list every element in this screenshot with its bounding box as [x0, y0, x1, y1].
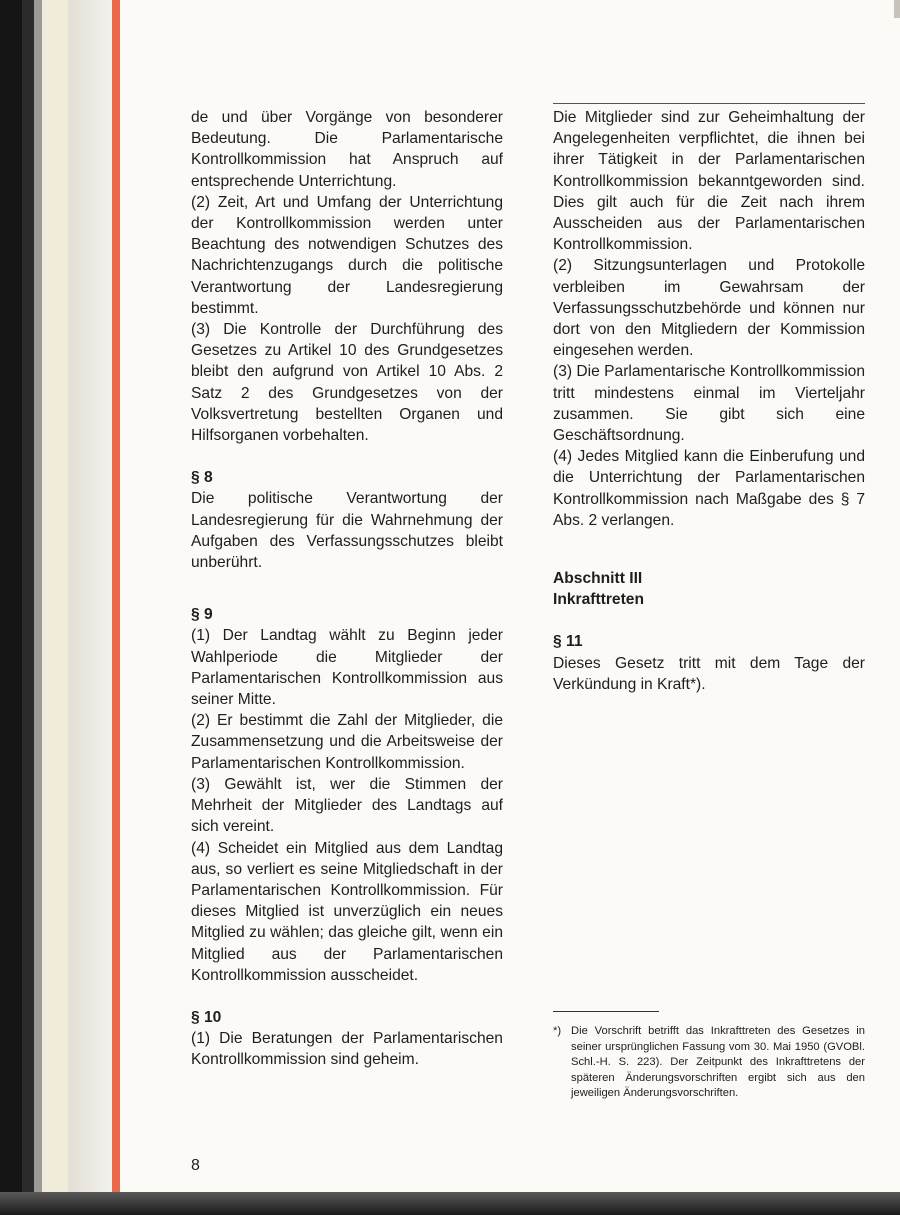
- section-heading-11: § 11: [553, 633, 583, 651]
- scan-edge-black: [0, 0, 22, 1215]
- scan-edge-cream: [42, 0, 68, 1215]
- right-paragraph: (2) Sitzungsunterlagen und Protokolle verbleiben im Gewahrsam der Verfassungsschutzbehörde und können nur dort von den Mitgliedern der Kommission eingesehen werden.: [553, 257, 865, 360]
- right-column: [553, 107, 865, 695]
- scan-edge-gray: [34, 0, 42, 1215]
- section-heading-10: § 10: [191, 1008, 222, 1026]
- column-top-rule: [553, 103, 865, 104]
- section-heading-8: § 8: [191, 469, 213, 487]
- footnote-text: Die Vorschrift betrifft das Inkrafttreten des Gesetzes in seiner ursprünglichen Fassung vom 30. Mai 1950 (GVOBl. Schl.-H. S. 223). Der Zeitpunkt des Inkrafttretens der späteren Änderungsvorschriften ergibt sich aus den jeweiligen Änderungsvorschriften.: [571, 1025, 865, 1099]
- section-heading-9: § 9: [191, 606, 213, 624]
- left-paragraph: (3) Die Kontrolle der Durchführung des Gesetzes zu Artikel 10 des Grundgesetzes bleibt den aufgrund von Artikel 10 Abs. 2 Satz 2 des Grundgesetzes von der Volksvertretung bestellten Organen und Hilfsorganen vorbehalten.: [191, 321, 503, 445]
- section-9-paragraph: (4) Scheidet ein Mitglied aus dem Landtag aus, so verliert es seine Mitgliedschaft in der Parlamentarischen Kontrollkommission. Für dieses Mitglied ist unverzüglich ein neues Mitglied zu wählen; das gleiche gilt, wenn ein Mitglied aus der Parlamentarischen Kontrollkommission ausscheidet.: [191, 839, 503, 984]
- scan-edge-dark: [22, 0, 34, 1215]
- right-paragraph: Die Mitglieder sind zur Geheimhaltung der Angelegenheiten verpflichtet, die ihnen bei ihrer Tätigkeit in der Parlamentarischen Kontrollkommission bekanntgeworden sind. Dies gilt auch für die Zeit nach ihrem Ausscheiden aus der Parlamentarischen Kontrollkommission.: [553, 109, 865, 254]
- section-10-paragraph: (1) Die Beratungen der Parlamentarischen Kontrollkommission sind geheim.: [191, 1030, 503, 1069]
- abschnitt-title: Inkrafttreten: [553, 591, 644, 609]
- scan-edge-shadow: [68, 0, 112, 1215]
- book-edge-red: [112, 0, 120, 1192]
- section-9-paragraph: (3) Gewählt ist, wer die Stimmen der Mehrheit der Mitglieder des Landtags auf sich vereint.: [191, 775, 503, 836]
- section-8-text: Die politische Verantwortung der Landesregierung für die Wahrnehmung der Aufgaben des Verfassungsschutzes bleibt unberührt.: [191, 490, 503, 572]
- page-number: 8: [191, 1157, 200, 1174]
- section-9-paragraph: (2) Er bestimmt die Zahl der Mitglieder, die Zusammensetzung und die Arbeitsweise der Parlamentarischen Kontrollkommission.: [191, 712, 503, 772]
- scan-corner-mark: [894, 0, 900, 18]
- section-11-text: Dieses Gesetz tritt mit dem Tage der Verkündung in Kraft*).: [553, 654, 865, 693]
- scan-bottom-band: [0, 1192, 900, 1215]
- right-paragraph: (3) Die Parlamentarische Kontrollkommission tritt mindestens einmal im Vierteljahr zusammen. Sie gibt sich eine Geschäftsordnung.: [553, 363, 865, 445]
- section-9-paragraph: (1) Der Landtag wählt zu Beginn jeder Wahlperiode die Mitglieder der Parlamentarischen Kontrollkommission aus seiner Mitte.: [191, 627, 503, 709]
- left-paragraph: de und über Vorgänge von besonderer Bedeutung. Die Parlamentarische Kontrollkommission hat Anspruch auf entsprechende Unterrichtung.: [191, 109, 503, 190]
- left-column: [191, 107, 503, 1071]
- left-paragraph: (2) Zeit, Art und Umfang der Unterrichtung der Kontrollkommission werden unter Beachtung des notwendigen Schutzes des Nachrichtenzugangs durch die politische Verantwortung der Landesregierung bestimmt.: [191, 193, 503, 317]
- footnote-rule: [553, 1011, 659, 1012]
- right-paragraph: (4) Jedes Mitglied kann die Einberufung und die Unterrichtung der Parlamentarischen Kontrollkommission nach Maßgabe des § 7 Abs. 2 verlangen.: [553, 448, 865, 529]
- footnote-marker: *): [553, 1025, 562, 1037]
- abschnitt-number: Abschnitt III: [553, 570, 643, 588]
- footnote: [553, 1024, 865, 1102]
